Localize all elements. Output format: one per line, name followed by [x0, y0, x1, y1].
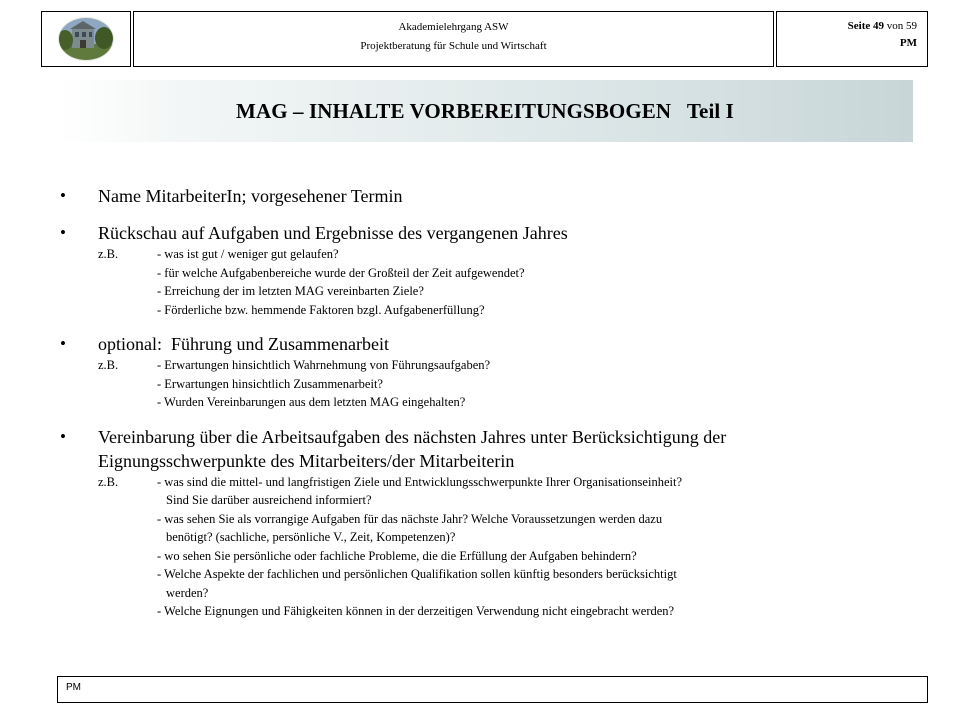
list-item [60, 221, 940, 319]
sub-item: - Welche Aspekte der fachlichen und persönlichen Qualifikation sollen künftig besonders berücksichtigt [157, 567, 677, 581]
page-title: MAG – INHALTE VORBEREITUNGSBOGEN Teil I [236, 98, 734, 123]
building-photo-icon [56, 16, 116, 62]
list-item-title: • Vereinbarung über die Arbeitsaufgaben des nächsten Jahres unter Berücksichtigung der [98, 426, 727, 447]
sub-item: - wo sehen Sie persönliche oder fachliche Probleme, die die Erfüllung der Aufgaben behindern? [157, 548, 637, 563]
sub-item-list [98, 473, 940, 621]
list-item-title: • Rückschau auf Aufgaben und Ergebnisse des vergangenen Jahres [98, 223, 568, 243]
sub-item: - was sind die mittel- und langfristigen Ziele und Entwicklungsschwerpunkte Ihrer Organisationseinheit? [157, 474, 682, 489]
sub-item-list [98, 245, 940, 319]
footer [57, 676, 928, 703]
title-band [57, 80, 913, 142]
sub-item: - Erwartungen hinsichtlich Wahrnehmung von Führungsaufgaben? [157, 358, 491, 372]
example-prefix: z.B. [98, 358, 119, 372]
sub-item-list [98, 356, 940, 412]
sub-item: - Erwartungen hinsichtlich Zusammenarbeit? [157, 376, 383, 391]
list-item-title: • optional: Führung und Zusammenarbeit [98, 334, 389, 354]
logo-box [41, 11, 131, 67]
sub-item: Sind Sie darüber ausreichend informiert? [166, 493, 372, 507]
header-line-project: Projektberatung für Schule und Wirtschaft [360, 40, 547, 52]
footer-text: PM [66, 682, 81, 693]
sub-item: - was ist gut / weniger gut gelaufen? [157, 247, 339, 261]
content-list [60, 184, 940, 634]
sub-item: - was sehen Sie als vorrangige Aufgaben für das nächste Jahr? Welche Voraussetzungen werden dazu [157, 511, 663, 526]
header-page-info [776, 11, 928, 67]
list-item-title: • Name MitarbeiterIn; vorgesehener Termin [98, 186, 403, 206]
list-item [60, 425, 940, 621]
page-number: 49 [873, 20, 884, 32]
example-prefix: z.B. [98, 247, 119, 261]
sub-item: - für welche Aufgabenbereiche wurde der Großteil der Zeit aufgewendet? [157, 265, 525, 280]
example-prefix: z.B. [98, 474, 119, 489]
sub-item: benötigt? (sachliche, persönliche V., Zeit, Kompetenzen)? [166, 530, 456, 544]
sub-item: - Förderliche bzw. hemmende Faktoren bzgl. Aufgabenerfüllung? [157, 302, 485, 317]
header-line-course: Akademielehrgang ASW [398, 21, 509, 33]
header-author: PM [899, 37, 917, 49]
list-item [60, 332, 940, 412]
sub-item: - Wurden Vereinbarungen aus dem letzten MAG eingehalten? [157, 395, 466, 409]
sub-item: - Welche Eignungen und Fähigkeiten können in der derzeitigen Verwendung nicht eingebracht werden? [157, 604, 675, 618]
header-center [133, 11, 774, 67]
sub-item: - Erreichung der im letzten MAG vereinbarten Ziele? [157, 284, 424, 298]
page-label: Seite [847, 20, 871, 32]
list-item-title-continued: Eignungsschwerpunkte des Mitarbeiters/der Mitarbeiterin [98, 450, 515, 471]
list-item [60, 184, 940, 208]
sub-item: werden? [166, 585, 209, 600]
page-total: von 59 [886, 20, 917, 32]
